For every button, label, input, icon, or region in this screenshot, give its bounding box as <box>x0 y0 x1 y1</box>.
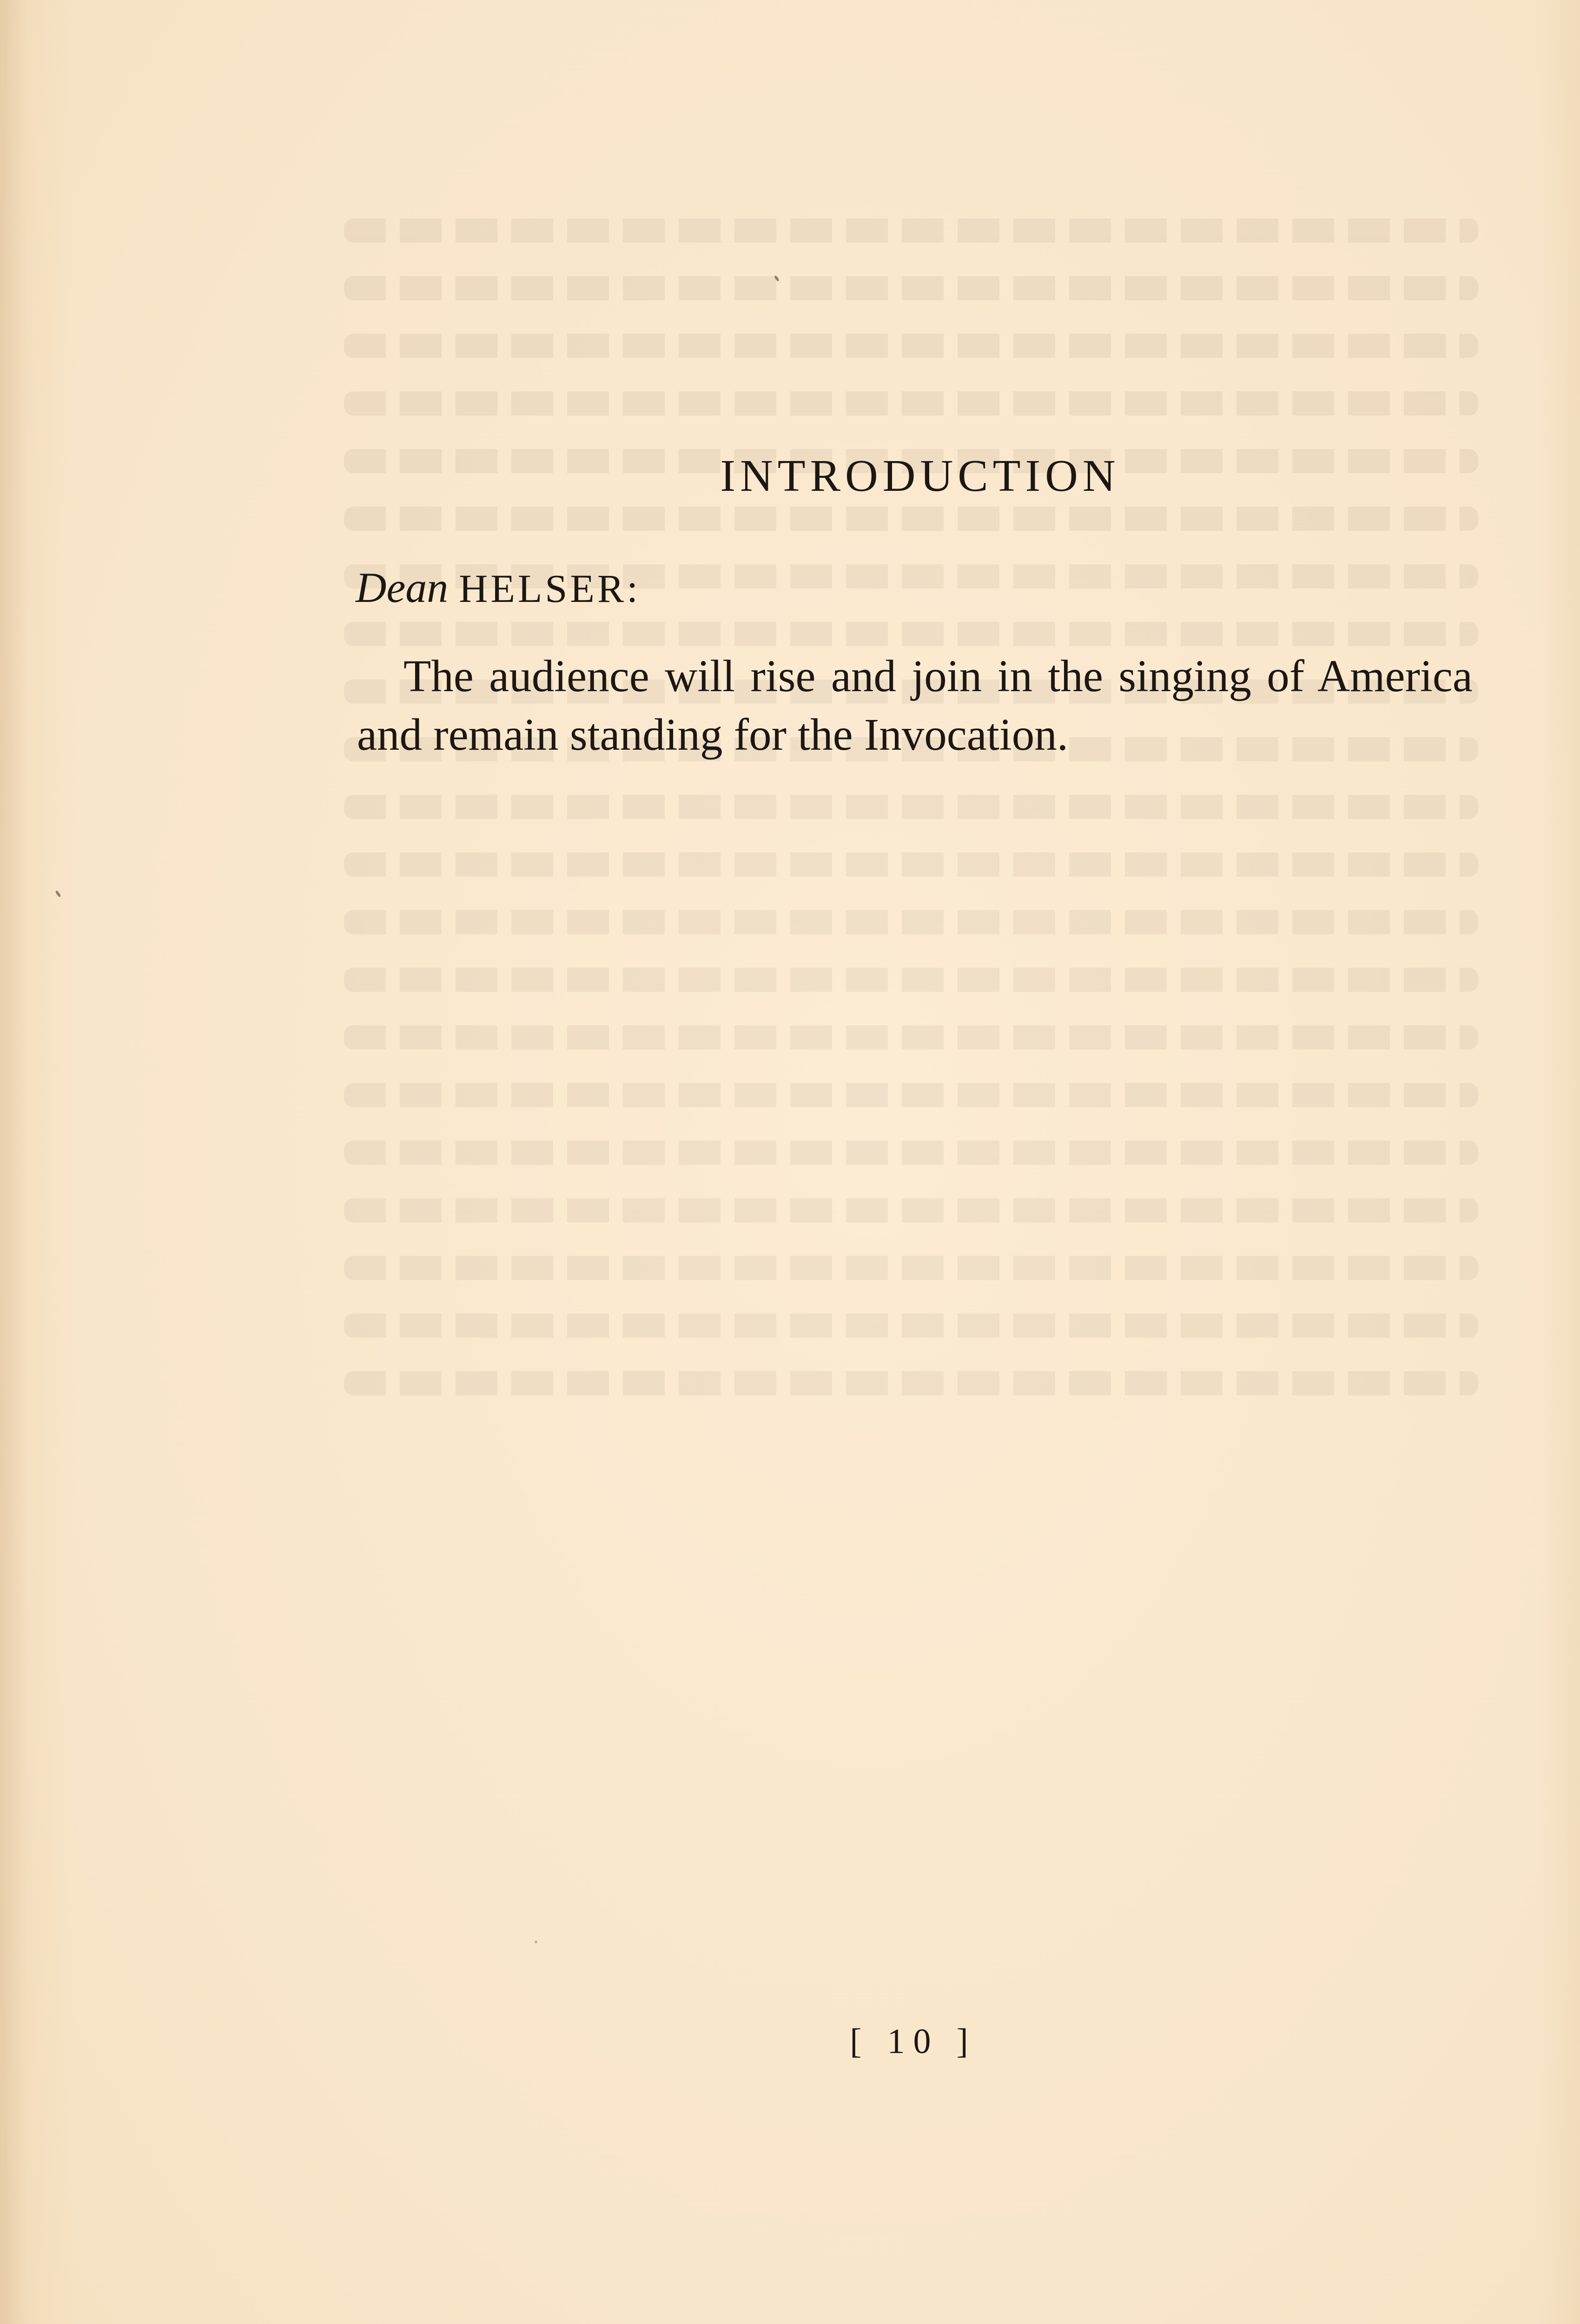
speaker-label <box>356 566 641 609</box>
paper-speck <box>55 890 61 898</box>
paper-speck <box>774 275 780 282</box>
speaker-name: HELSER <box>459 566 627 611</box>
speaker-title: Dean <box>356 564 449 611</box>
section-heading: INTRODUCTION <box>720 451 1120 501</box>
paper-speck <box>535 1941 537 1943</box>
speaker-separator: : <box>627 566 641 611</box>
show-through-text <box>344 218 1478 1473</box>
body-paragraph: The audience will rise and join in the singing of America and remain standing for the Invocation. <box>357 651 1473 759</box>
page-number: [ 10 ] <box>850 2022 977 2061</box>
